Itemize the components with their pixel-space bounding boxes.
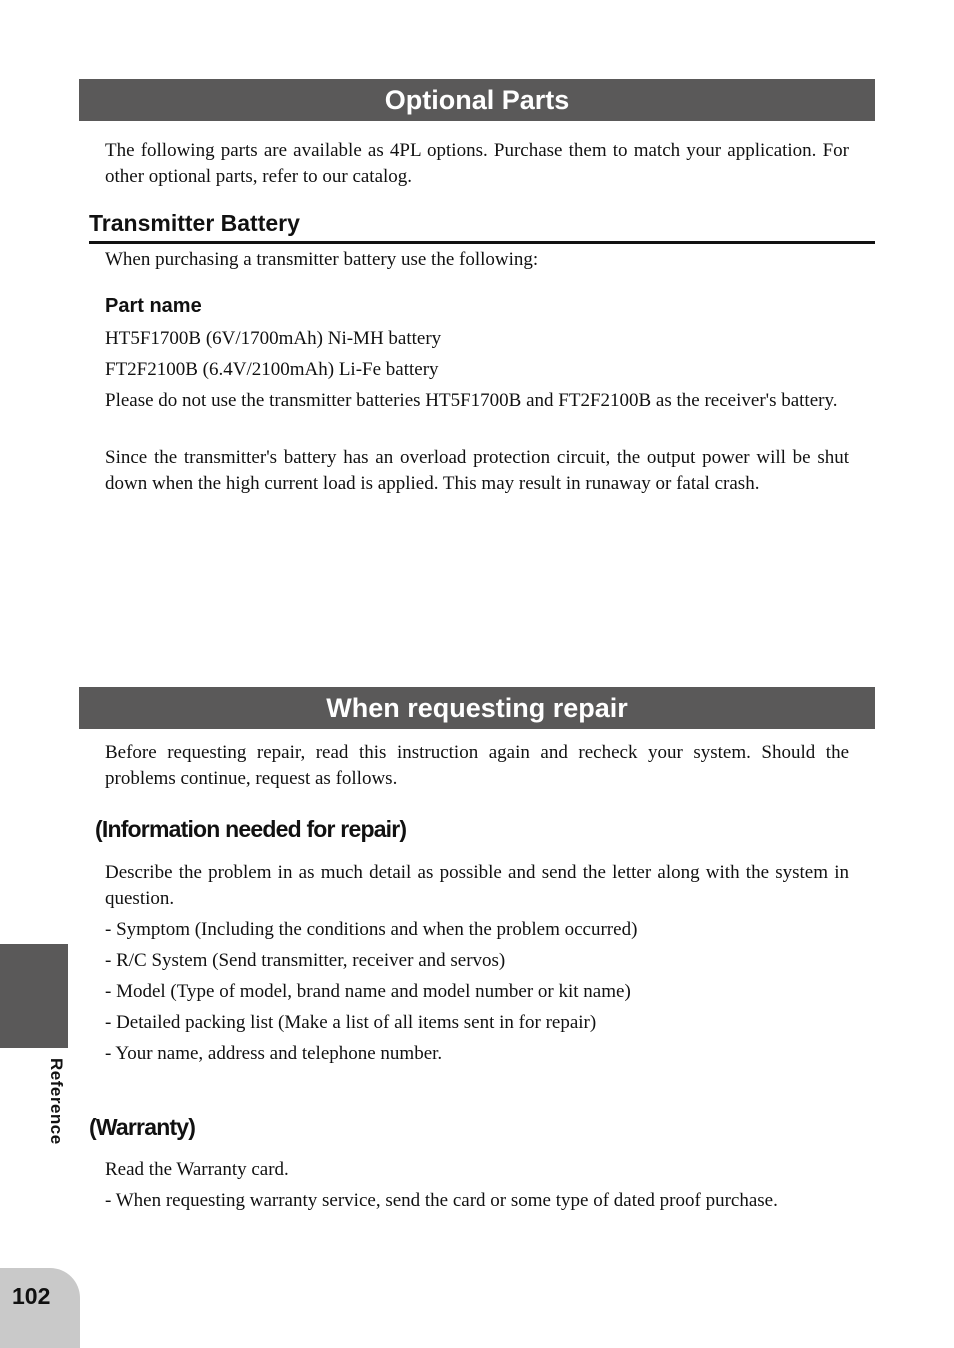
list-item: - Your name, address and telephone number. xyxy=(105,1043,443,1064)
list-item: - Detailed packing list (Make a list of all items sent in for repair) xyxy=(105,1012,597,1033)
section-title-optional-parts: Optional Parts xyxy=(79,79,875,121)
battery-note: Since the transmitter's battery has an overload protection circuit, the output power will be shut down when the high current load is applied. This may result in runaway or fatal crash. xyxy=(105,447,849,494)
info-needed-heading: (Information needed for repair) xyxy=(95,816,407,842)
page-number: 102 xyxy=(12,1283,51,1309)
part-item: FT2F2100B (6.4V/2100mAh) Li-Fe battery xyxy=(105,359,439,380)
part-name-label: Part name xyxy=(105,295,202,317)
list-item: - R/C System (Send transmitter, receiver and servos) xyxy=(105,950,506,971)
repair-intro: Before requesting repair, read this instruction again and recheck your system. Should the problems continue, request as follows. xyxy=(105,742,849,789)
transmitter-battery-heading: Transmitter Battery xyxy=(89,210,300,236)
list-item: - Model (Type of model, brand name and model number or kit name) xyxy=(105,981,631,1002)
warranty-line: Read the Warranty card. xyxy=(105,1159,289,1180)
warranty-line: - When requesting warranty service, send the card or some type of dated proof purchase. xyxy=(105,1190,778,1211)
warranty-heading: (Warranty) xyxy=(89,1114,196,1140)
part-item: HT5F1700B (6V/1700mAh) Ni-MH battery xyxy=(105,328,442,349)
heading-divider xyxy=(89,241,875,244)
battery-warning: Please do not use the transmitter batteries HT5F1700B and FT2F2100B as the receiver's battery. xyxy=(105,390,838,411)
optional-parts-intro: The following parts are available as 4PL options. Purchase them to match your application. For other optional parts, refer to our catalog. xyxy=(105,140,849,187)
side-tab-label: Reference xyxy=(47,1058,66,1145)
list-item: - Symptom (Including the conditions and when the problem occurred) xyxy=(105,919,638,940)
transmitter-battery-intro: When purchasing a transmitter battery use the following: xyxy=(105,249,539,270)
section-title-repair: When requesting repair xyxy=(79,687,875,729)
info-needed-description: Describe the problem in as much detail as possible and send the letter along with the system in question. xyxy=(105,862,849,909)
side-tab-marker xyxy=(0,944,68,1048)
